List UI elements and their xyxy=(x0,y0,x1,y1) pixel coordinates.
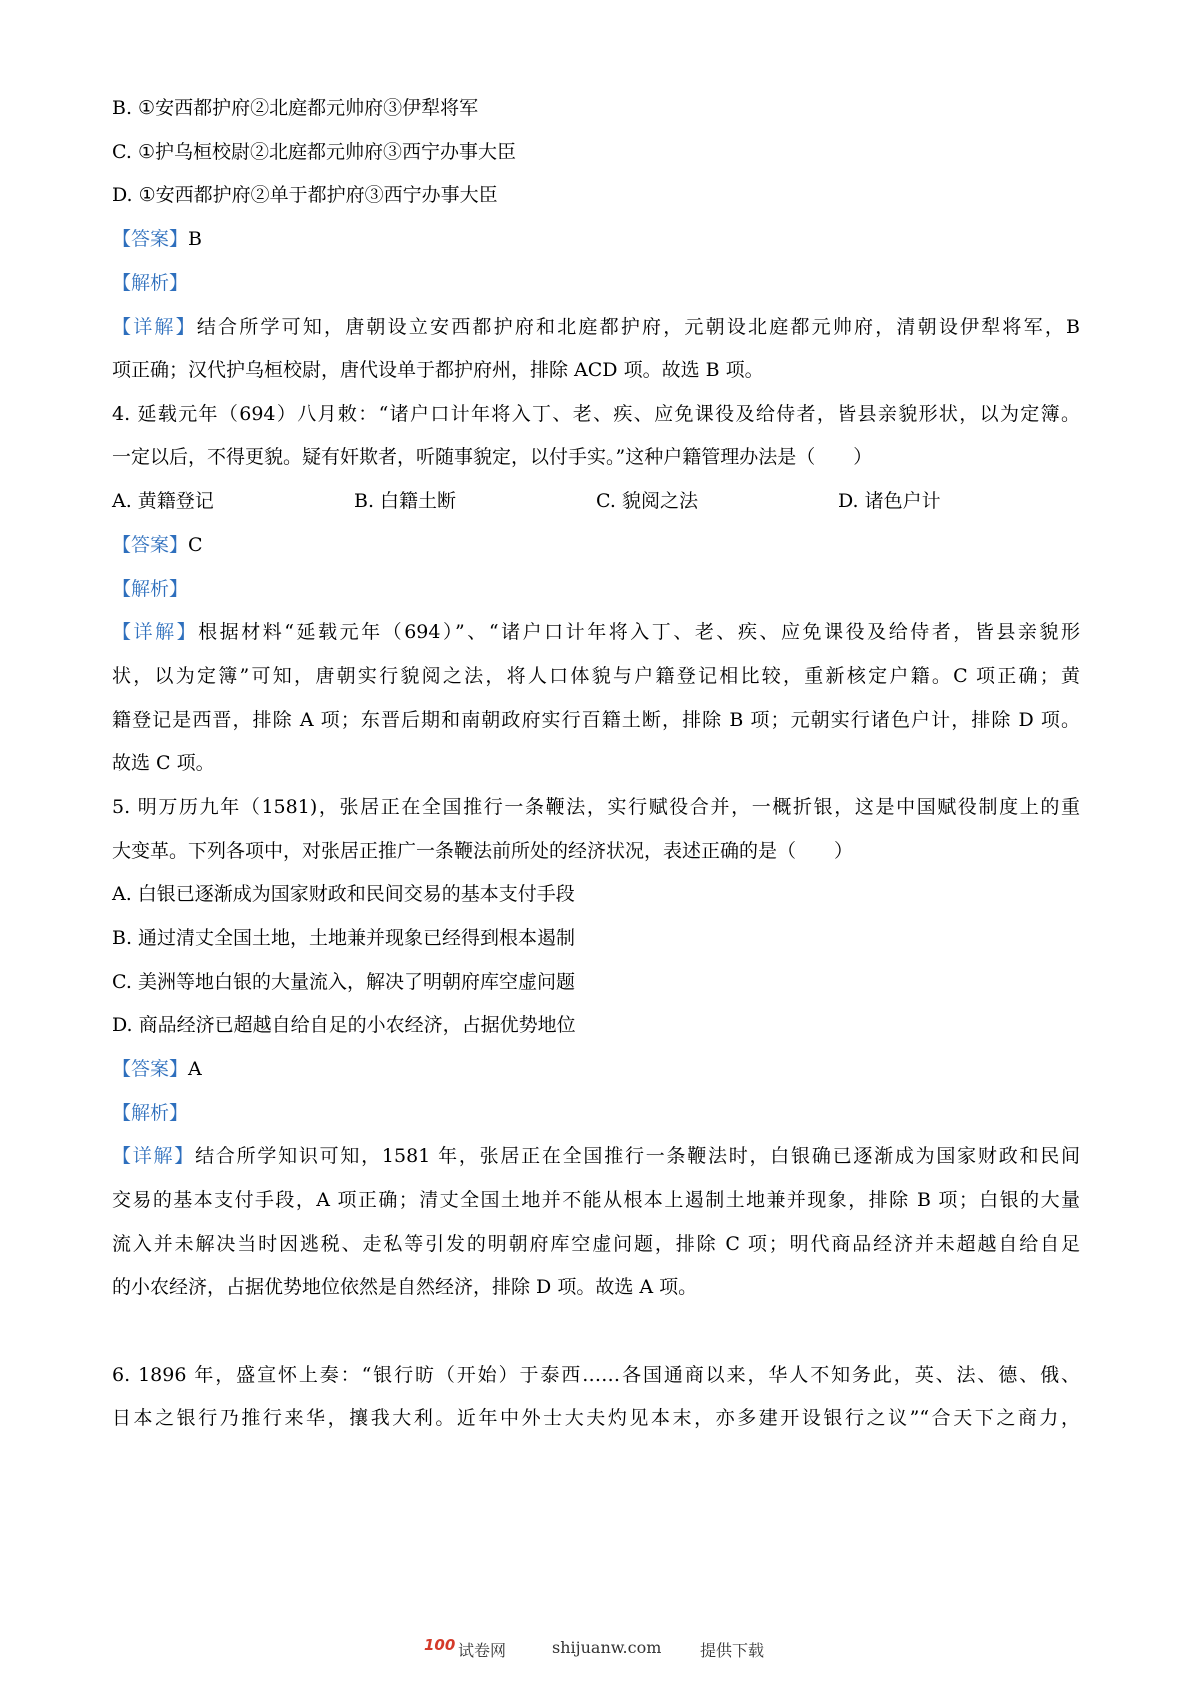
answer-value: A xyxy=(188,1058,202,1080)
detail-tag: 【详解】 xyxy=(112,621,199,643)
q5-analysis xyxy=(112,1100,188,1126)
q3-analysis xyxy=(112,270,188,296)
q3-option-b: B. ①安西都护府②北庭都元帅府③伊犁将军 xyxy=(112,97,479,119)
q4-detail-line xyxy=(112,619,1080,645)
q3-option-d: D. ①安西都护府②单于都护府③西宁办事大臣 xyxy=(112,184,498,206)
q4-option-b: B. 白籍土断 xyxy=(354,490,457,512)
analysis-tag: 【解析】 xyxy=(112,1102,189,1124)
analysis-tag: 【解析】 xyxy=(112,578,189,600)
answer-value: C xyxy=(188,534,203,556)
detail-text: 结合所学可知，唐朝设立安西都护府和北庭都护府，元朝设北庭都元帅府，清朝设伊犁将军，B xyxy=(196,316,1080,338)
q5-option-c: C. 美洲等地白银的大量流入，解决了明朝府库空虚问题 xyxy=(112,971,575,993)
q6-stem-line: 6. 1896 年，盛宣怀上奏：“银行昉（开始）于泰西……各国通商以来，华人不知务此，英、法、德、俄、 xyxy=(112,1364,1080,1386)
q3-detail-line xyxy=(112,314,1080,340)
analysis-tag: 【解析】 xyxy=(112,272,189,294)
detail-text: 结合所学知识可知，1581 年，张居正在全国推行一条鞭法时，白银确已逐渐成为国家财政和民间 xyxy=(195,1145,1080,1167)
answer-tag: 【答案】 xyxy=(112,228,189,250)
q4-detail-line: 故选 C 项。 xyxy=(112,752,215,774)
q5-detail-line: 交易的基本支付手段，A 项正确；清丈全国土地并不能从根本上遏制土地兼并现象，排除 B 项；白银的大量 xyxy=(112,1189,1080,1211)
q5-answer xyxy=(112,1056,202,1082)
detail-tag: 【详解】 xyxy=(112,1145,196,1167)
q5-detail-line: 流入并未解决当时因逃税、走私等引发的明朝府库空虚问题，排除 C 项；明代商品经济并未超越自给自足 xyxy=(112,1233,1080,1255)
q5-stem-line: 5. 明万历九年（1581)，张居正在全国推行一条鞭法，实行赋役合并，一概折银，这是中国赋役制度上的重 xyxy=(112,796,1080,818)
q4-option-d: D. 诸色户计 xyxy=(838,490,941,512)
download-text: 提供下载 xyxy=(700,1641,765,1660)
q5-detail-line: 的小农经济，占据优势地位依然是自然经济，排除 D 项。故选 A 项。 xyxy=(112,1276,698,1298)
q4-stem-line: 4. 延载元年（694）八月敕：“诸户口计年将入丁、老、疾、应免课役及给侍者，皆县亲貌形状，以为定簿。 xyxy=(112,403,1080,425)
q4-detail-line: 状，以为定簿”可知，唐朝实行貌阅之法，将人口体貌与户籍登记相比较，重新核定户籍。C 项正确；黄 xyxy=(112,665,1080,687)
q4-option-a: A. 黄籍登记 xyxy=(112,490,214,512)
answer-value: B xyxy=(188,228,202,250)
q4-answer xyxy=(112,532,203,558)
answer-tag: 【答案】 xyxy=(112,1058,189,1080)
q3-detail-line: 项正确；汉代护乌桓校尉，唐代设单于都护府州，排除 ACD 项。故选 B 项。 xyxy=(112,359,764,381)
q4-analysis xyxy=(112,576,188,602)
q4-detail-line: 籍登记是西晋，排除 A 项；东晋后期和南朝政府实行百籍土断，排除 B 项；元朝实行诸色户计，排除 D 项。 xyxy=(112,709,1080,731)
site-url-link[interactable]: shijuanw.com xyxy=(552,1638,662,1657)
q5-option-b: B. 通过清丈全国土地，土地兼并现象已经得到根本遏制 xyxy=(112,927,576,949)
site-name: 试卷网 xyxy=(458,1641,507,1660)
q3-option-c: C. ①护乌桓校尉②北庭都元帅府③西宁办事大臣 xyxy=(112,141,516,163)
q5-option-d: D. 商品经济已超越自给自足的小农经济，占据优势地位 xyxy=(112,1014,576,1036)
detail-text: 根据材料“延载元年（694）”、“诸户口计年将入丁、老、疾、应免课役及给侍者，皆县亲貌形 xyxy=(198,621,1080,643)
q5-stem-line: 大变革。下列各项中，对张居正推广一条鞭法前所处的经济状况，表述正确的是（ ） xyxy=(112,840,854,862)
q5-option-a: A. 白银已逐渐成为国家财政和民间交易的基本支付手段 xyxy=(112,883,575,905)
page-footer xyxy=(0,1638,1191,1664)
detail-tag: 【详解】 xyxy=(112,316,197,338)
site-logo: 100 xyxy=(424,1636,456,1654)
q4-stem-line: 一定以后，不得更貌。疑有奸欺者，听随事貌定，以付手实。”这种户籍管理办法是（ ） xyxy=(112,446,873,468)
q4-option-c: C. 貌阅之法 xyxy=(596,490,698,512)
answer-tag: 【答案】 xyxy=(112,534,189,556)
q5-detail-line xyxy=(112,1143,1080,1169)
q6-stem-line: 日本之银行乃推行来华，攘我大利。近年中外士大夫灼见本末，亦多建开设银行之议”“合天下之商力， xyxy=(112,1407,1080,1429)
q3-answer xyxy=(112,226,202,252)
